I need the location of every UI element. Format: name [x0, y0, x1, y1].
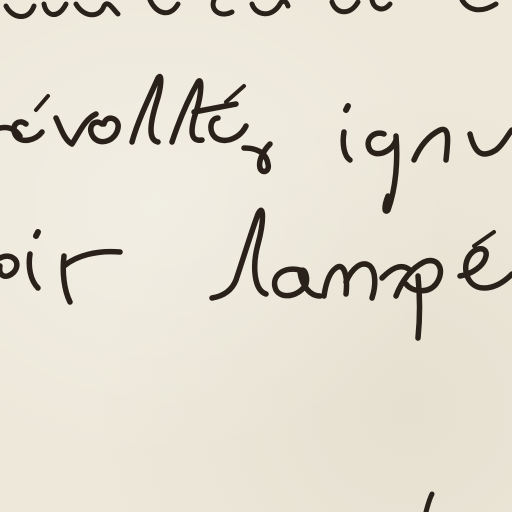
handwriting-line-2	[0, 77, 512, 211]
handwriting-line-1	[6, 0, 496, 17]
handwriting-line-3	[0, 210, 512, 338]
handwriting-fragment-bottom	[426, 494, 432, 512]
